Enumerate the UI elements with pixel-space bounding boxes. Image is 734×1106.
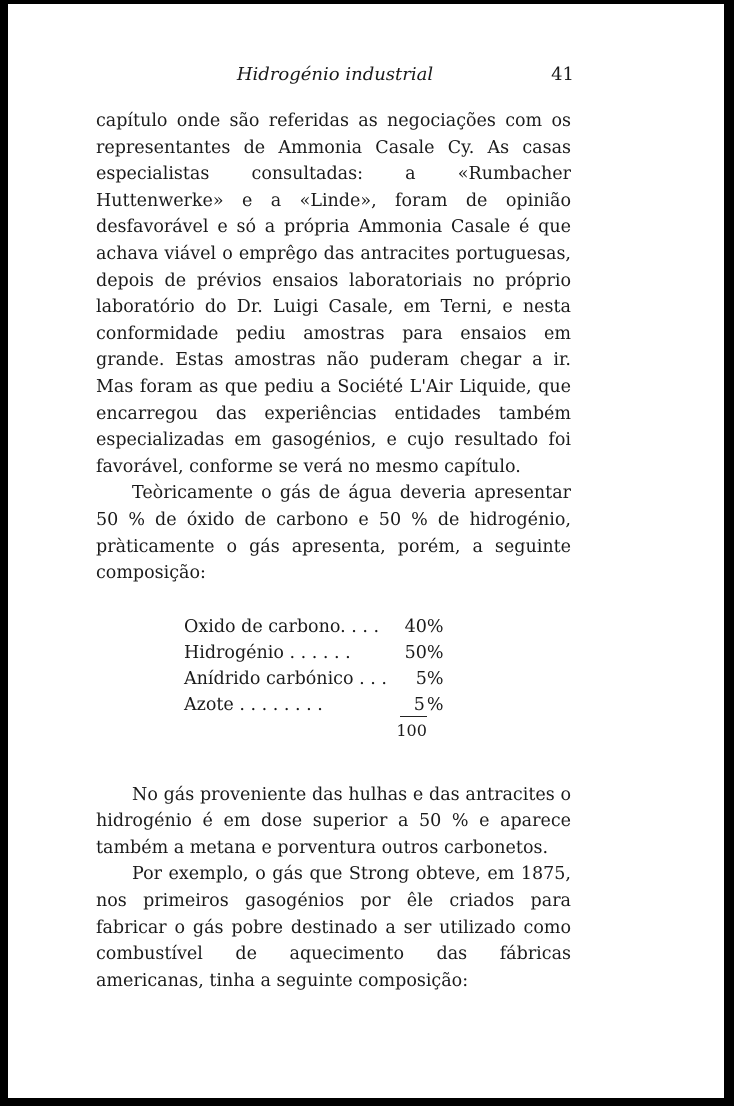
scan-border-top xyxy=(0,0,734,4)
component-unit: % xyxy=(426,694,444,715)
component-name: Anídrido carbónico . . . xyxy=(184,668,387,689)
table-row xyxy=(184,666,467,692)
running-title: Hidrogénio industrial xyxy=(236,64,434,85)
page-body xyxy=(96,108,571,994)
component-name: Hidrogénio . . . . . . xyxy=(184,642,351,663)
scan-border-right xyxy=(724,0,734,1106)
table-row xyxy=(184,640,467,666)
component-unit: % xyxy=(426,616,444,637)
component-value: 40 xyxy=(404,616,427,637)
gas-composition-table xyxy=(184,614,467,744)
component-value xyxy=(387,692,427,718)
component-value: 5 xyxy=(415,668,427,689)
component-value: 50 xyxy=(404,642,427,663)
scan-border-bottom xyxy=(0,1098,734,1106)
paragraph-theoretical-composition: Teòricamente o gás de água deveria apresentar 50 % de óxido de carbono e 50 % de hidrogénio, pràticamente o gás apresenta, porém, a seguinte composição: xyxy=(96,483,571,584)
component-name: Oxido de carbono. . . . xyxy=(184,616,380,637)
component-name: Azote . . . . . . . . xyxy=(184,694,323,715)
paragraph-continued: capítulo onde são referidas as negociações com os representantes de Ammonia Casale Cy. As casas especialistas consultadas: a «Rumbacher Huttenwerke» e a «Linde», foram de opinião desfavorável e só a própria Ammonia Casale é que achava viável o emprêgo das antracites portuguesas, depois de prévios ensaios laboratoriais no próprio laboratório do Dr. Luigi Casale, em Terni, e nesta conformidade pediu amostras para ensaios em grande. Estas amostras não puderam chegar a ir. Mas foram as que pediu a Société L'Air Liquide, que encarregou das experiências entidades também especializadas em gasogénios, e cujo resultado foi favorável, conforme se verá no mesmo capítulo. xyxy=(96,111,571,477)
paragraph-coal-gas: No gás proveniente das hulhas e das antracites o hidrogénio é em dose superior a 50 % e aparece também a metana e porventura outros carbonetos. xyxy=(96,784,571,858)
component-unit: % xyxy=(426,642,444,663)
page-header xyxy=(96,64,574,90)
page-number: 41 xyxy=(551,64,574,85)
table-total-row xyxy=(184,718,467,744)
component-value-underlined: 5 xyxy=(400,695,427,717)
table-row xyxy=(184,614,467,640)
paragraph-strong-example: Por exemplo, o gás que Strong obteve, em 1875, nos primeiros gasogénios por êle criados para fabricar o gás pobre destinado a ser utilizado como combustível de aquecimento das fábricas americanas, tinha a seguinte composição: xyxy=(96,864,571,991)
composition-total: 100 xyxy=(396,720,427,740)
table-row xyxy=(184,692,467,718)
scan-border-left xyxy=(0,0,8,1106)
component-unit: % xyxy=(426,668,444,689)
